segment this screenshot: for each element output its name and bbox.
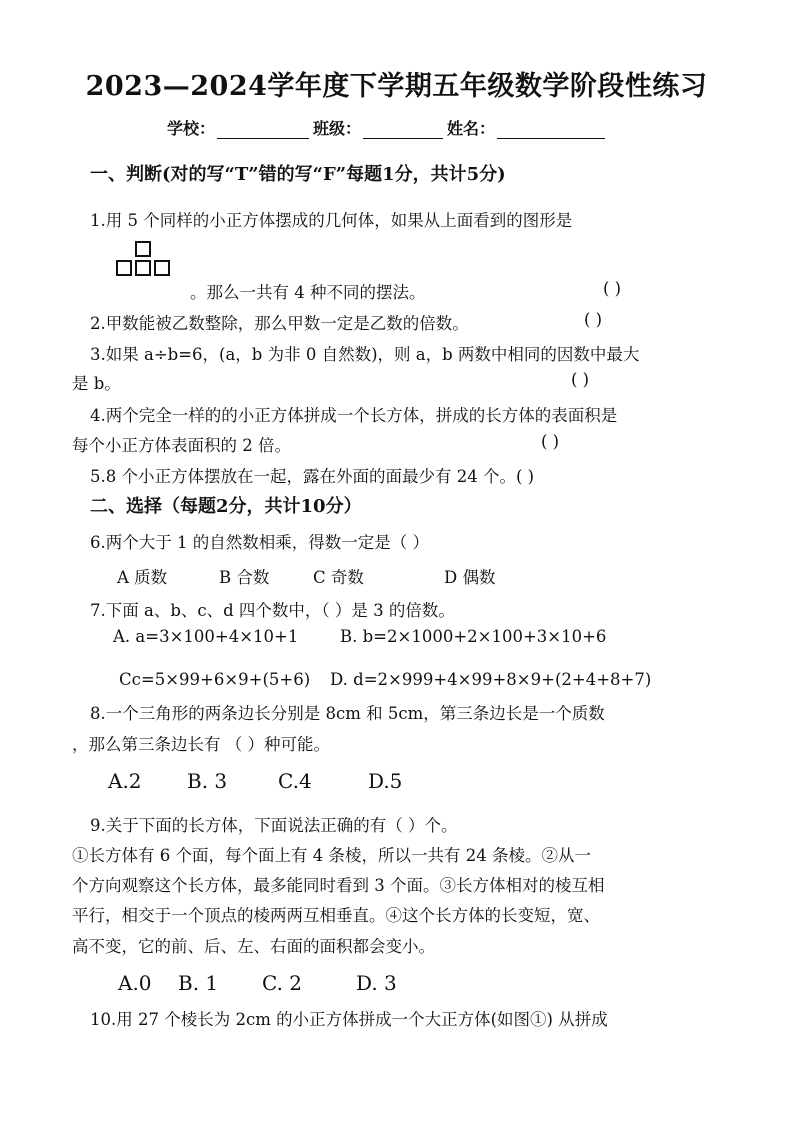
school-blank [217,120,309,139]
question-9: 9.关于下面的长方体，下面说法正确的有（ ）个。 [90,816,458,835]
question-7: 7.下面 a、b、c、d 四个数中，（ ）是 3 的倍数。 [90,601,455,620]
option-d: D. d=2×999+4×99+8×9+(2+4+8+7) [330,670,652,689]
class-blank [363,120,443,139]
option-d: D 偶数 [444,568,496,587]
option-d: D.5 [368,769,403,793]
question-9-body-line: 个方向观察这个长方体，最多能同时看到 3 个面。③长方体相对的棱互相 [72,876,605,895]
question-10: 10.用 27 个棱长为 2cm 的小正方体拼成一个大正方体(如图①) 从拼成 [90,1010,608,1029]
option-b: B. 1 [178,971,219,995]
answer-bracket: ( ) [571,370,590,389]
top-view-square [116,260,132,276]
option-c: C 奇数 [313,568,364,587]
option-d: D. 3 [356,971,397,995]
option-a: A.0 [118,971,152,995]
question-8-line1: 8.一个三角形的两条边长分别是 8cm 和 5cm，第三条边长是一个质数 [90,704,605,723]
top-view-square [154,260,170,276]
question-9-body-line: ①长方体有 6 个面，每个面上有 4 条棱，所以一共有 24 条棱。②从一 [72,846,591,865]
question-9-body-line: 高不变，它的前、后、左、右面的面积都会变小。 [72,937,435,956]
option-b: B. b=2×1000+2×100+3×10+6 [340,627,607,646]
question-6: 6.两个大于 1 的自然数相乘，得数一定是（ ） [90,533,429,552]
student-info-row [167,116,609,139]
section1-heading: 一、判断(对的写“T”错的写“F”每题1分，共计5分) [90,164,506,185]
page-title: 2023—2024学年度下学期五年级数学阶段性练习 [85,71,708,102]
option-b: B 合数 [219,568,270,587]
option-a: A. a=3×100+4×10+1 [113,627,299,646]
class-label: 班级： [313,119,362,138]
top-view-square [135,241,151,257]
answer-bracket: ( ) [603,279,622,298]
top-view-square [135,260,151,276]
question-8-line2: ，那么第三条边长有 （ ）种可能。 [72,735,330,754]
name-blank [497,120,605,139]
section2-heading: 二、选择（每题2分，共计10分） [90,496,362,517]
question-2: 2.甲数能被乙数整除，那么甲数一定是乙数的倍数。 [90,314,469,333]
option-c: C. 2 [262,971,303,995]
answer-bracket: ( ) [584,310,603,329]
name-label: 姓名： [447,119,496,138]
option-c: C.4 [278,769,312,793]
option-b: B. 3 [187,769,228,793]
question-4-line1: 4.两个完全一样的的小正方体拼成一个长方体，拼成的长方体的表面积是 [90,406,618,425]
question-3-line2: 是 b。 [72,374,121,393]
option-a: A.2 [108,769,142,793]
question-4-line2: 每个小正方体表面积的 2 倍。 [72,436,291,455]
question-3-line1: 3.如果 a÷b=6，(a，b 为非 0 自然数)，则 a，b 两数中相同的因数中最大 [90,345,640,364]
option-a: A 质数 [117,568,168,587]
question-1-line2: 。那么一共有 4 种不同的摆法。 [190,283,426,302]
school-label: 学校： [167,119,216,138]
answer-bracket: ( ) [541,432,560,451]
question-5: 5.8 个小正方体摆放在一起，露在外面的面最少有 24 个。( ) [90,467,535,486]
question-1-line1: 1.用 5 个同样的小正方体摆成的几何体，如果从上面看到的图形是 [90,211,573,230]
question-9-body-line: 平行，相交于一个顶点的棱两两互相垂直。④这个长方体的长变短，宽、 [72,906,600,925]
option-c: Cc=5×99+6×9+(5+6) [119,670,311,689]
